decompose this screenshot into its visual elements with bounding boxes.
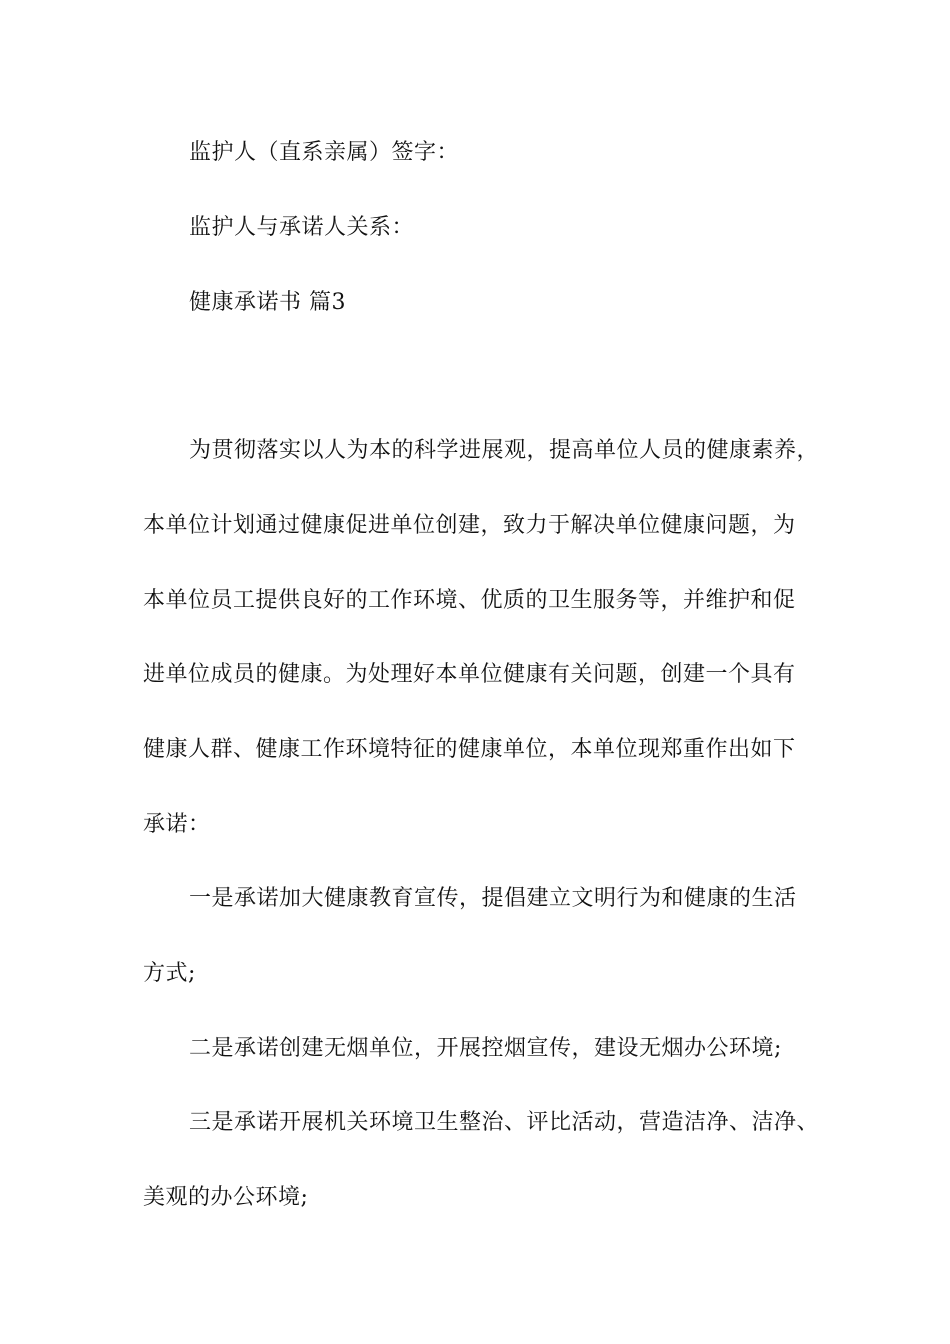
paragraph-line: 承诺：: [143, 812, 211, 837]
commitment-1-line: 一是承诺加大健康教育宣传，提倡建立文明行为和健康的生活: [189, 886, 797, 911]
paragraph-line: 健康人群、健康工作环境特征的健康单位，本单位现郑重作出如下: [143, 737, 796, 762]
commitment-1-line: 方式;: [143, 961, 196, 986]
paragraph-line: 进单位成员的健康。为处理好本单位健康有关问题，创建一个具有: [143, 662, 796, 687]
paragraph-line: 为贯彻落实以人为本的科学进展观，提高单位人员的健康素养，: [189, 438, 820, 463]
section-title: 健康承诺书 篇3: [189, 290, 346, 315]
commitment-3-line: 三是承诺开展机关环境卫生整治、评比活动，营造洁净、洁净、: [189, 1110, 820, 1135]
guardian-signature-line: 监护人（直系亲属）签字：: [189, 140, 460, 165]
paragraph-line: 本单位员工提供良好的工作环境、优质的卫生服务等，并维护和促: [143, 588, 796, 613]
guardian-relationship-line: 监护人与承诺人关系：: [189, 215, 415, 240]
commitment-3-line: 美观的办公环境;: [143, 1185, 309, 1210]
commitment-2-line: 二是承诺创建无烟单位，开展控烟宣传，建设无烟办公环境;: [189, 1036, 782, 1061]
paragraph-line: 本单位计划通过健康促进单位创建，致力于解决单位健康问题，为: [143, 513, 796, 538]
